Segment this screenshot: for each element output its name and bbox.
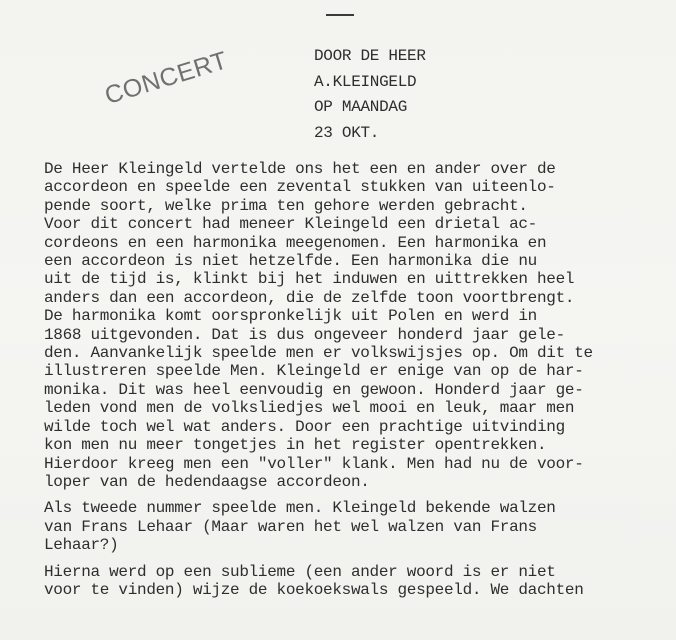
header-block xyxy=(314,44,426,146)
text-line: wilde toch wel wat anders. Door een prachtige uitvinding xyxy=(44,417,565,436)
text-line: illustreren speelde Men. Kleingeld er enige van op de har- xyxy=(44,362,584,381)
text-line: Voor dit concert had meneer Kleingeld een drietal ac- xyxy=(44,215,537,234)
header-line-day: OP MAANDAG xyxy=(314,98,408,116)
text-line: 1868 uitgevonden. Dat is dus ongeveer honderd jaar gele- xyxy=(44,325,565,344)
paragraph-walzen xyxy=(44,499,593,554)
text-line: loper van de hedendaagse accordeon. xyxy=(44,472,370,491)
text-line: voor te vinden) wijze de koekoekswals gespeeld. We dachten xyxy=(44,580,584,599)
text-line: Als tweede nummer speelde men. Kleingeld bekende walzen xyxy=(44,499,556,518)
text-line: De harmonika komt oorspronkelijk uit Polen en werd in xyxy=(44,307,537,326)
text-line: van Frans Lehaar (Maar waren het wel walzen van Frans xyxy=(44,517,537,536)
text-line: De Heer Kleingeld vertelde ons het een en ander over de xyxy=(44,160,556,178)
text-line: leden vond men de volksliedjes wel mooi en leuk, maar men xyxy=(44,399,575,418)
article-body xyxy=(44,160,593,599)
text-line: cordeons en een harmonika meegenomen. Een harmonika en xyxy=(44,233,547,252)
text-line: Hierna werd op een sublieme (een ander woord is er niet xyxy=(44,562,556,581)
header-line-author-title: DOOR DE HEER xyxy=(314,47,426,65)
text-line: uit de tijd is, klinkt bij het induwen en uittrekken heel xyxy=(44,270,575,289)
text-line: monika. Dit was heel eenvoudig en gewoon. Honderd jaar ge- xyxy=(44,380,584,399)
text-line: den. Aanvankelijk speelde men er volkswijsjes op. Om dit te xyxy=(44,344,593,363)
top-dash-mark xyxy=(326,14,354,16)
text-line: kon men nu meer tongetjes in het register opentrekken. xyxy=(44,436,547,455)
header-line-date: 23 OKT. xyxy=(314,123,380,142)
text-line: anders dan een accordeon, die de zelfde toon voortbrengt. xyxy=(44,288,575,307)
text-line: Lehaar?) xyxy=(44,536,119,555)
text-line: accordeon en speelde een zevental stukken van uiteenlo- xyxy=(44,178,556,197)
text-line: pende soort, welke prima ten gehore werden gebracht. xyxy=(44,196,528,215)
text-line: een accordeon is niet hetzelfde. Een harmonika die nu xyxy=(44,252,537,271)
concert-stamp: CONCERT xyxy=(101,46,231,111)
text-line: Hierdoor kreeg men een "voller" klank. Men had nu de voor- xyxy=(44,454,584,473)
paragraph-koekoekswals xyxy=(44,563,593,600)
header-line-author-name: A.KLEINGELD xyxy=(314,72,417,91)
paragraph-intro xyxy=(44,160,593,491)
